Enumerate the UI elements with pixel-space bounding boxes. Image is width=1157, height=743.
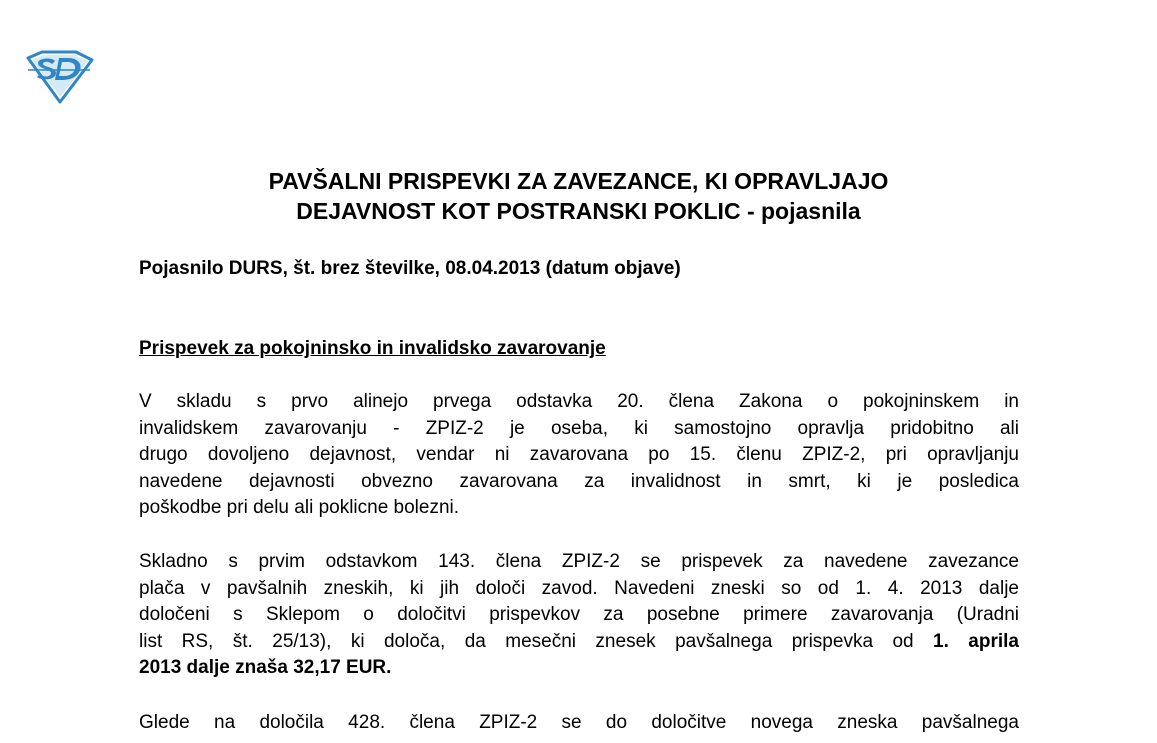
bold-date: 1. aprila — [933, 630, 1019, 652]
paragraph-1 — [139, 389, 1019, 522]
title-line-2: DEJAVNOST KOT POSTRANSKI POKLIC - pojasnila — [296, 198, 861, 224]
document-subtitle: Pojasnilo DURS, št. brez številke, 08.04.2013 (datum objave) — [139, 258, 681, 279]
paragraph-line: Glede na določila 428. člena ZPIZ-2 se do določitve novega zneska pavšalnega — [139, 712, 1019, 733]
bold-amount: 2013 dalje znaša 32,17 EUR. — [139, 657, 392, 679]
paragraph-line: Skladno s prvim odstavkom 143. člena ZPIZ-2 se prispevek za navedene zavezance — [139, 551, 1019, 572]
paragraph-line-text: list RS, št. 25/13), ki določa, da mesečni znesek pavšalnega prispevka od — [139, 630, 914, 652]
paragraph-3 — [139, 710, 1019, 737]
paragraph-line: drugo dovoljeno dejavnost, vendar ni zavarovana po 15. členu ZPIZ-2, pri opravljanju — [139, 444, 1019, 466]
paragraph-line: navedene dejavnosti obvezno zavarovana za invalidnost in smrt, ki je posledica — [139, 470, 1019, 492]
paragraph-line: plača v pavšalnih zneskih, ki jih določi zavod. Navedeni zneski so od 1. 4. 2013 dalje — [139, 577, 1019, 599]
paragraph-line: določeni s Sklepom o določitvi prispevkov za posebne primere zavarovanja (Uradni — [139, 604, 1019, 626]
title-line-1: PAVŠALNI PRISPEVKI ZA ZAVEZANCE, KI OPRAVLJAJO — [268, 168, 889, 194]
paragraph-2 — [139, 549, 1019, 682]
document-title — [0, 166, 1157, 226]
paragraph-line: poškodbe pri delu ali poklicne bolezni. — [139, 497, 460, 519]
paragraph-line-bold — [139, 655, 1019, 682]
paragraph-line-with-bold — [139, 629, 1019, 656]
paragraph-line: V skladu s prvo alinejo prvega odstavka 20. člena Zakona o pokojninskem in — [139, 391, 1019, 412]
paragraph-line: invalidskem zavarovanju - ZPIZ-2 je oseba, ki samostojno opravlja pridobitno ali — [139, 417, 1019, 439]
sd-diamond-logo-icon — [22, 50, 96, 104]
section-heading: Prispevek za pokojninsko in invalidsko zavarovanje — [139, 338, 606, 359]
